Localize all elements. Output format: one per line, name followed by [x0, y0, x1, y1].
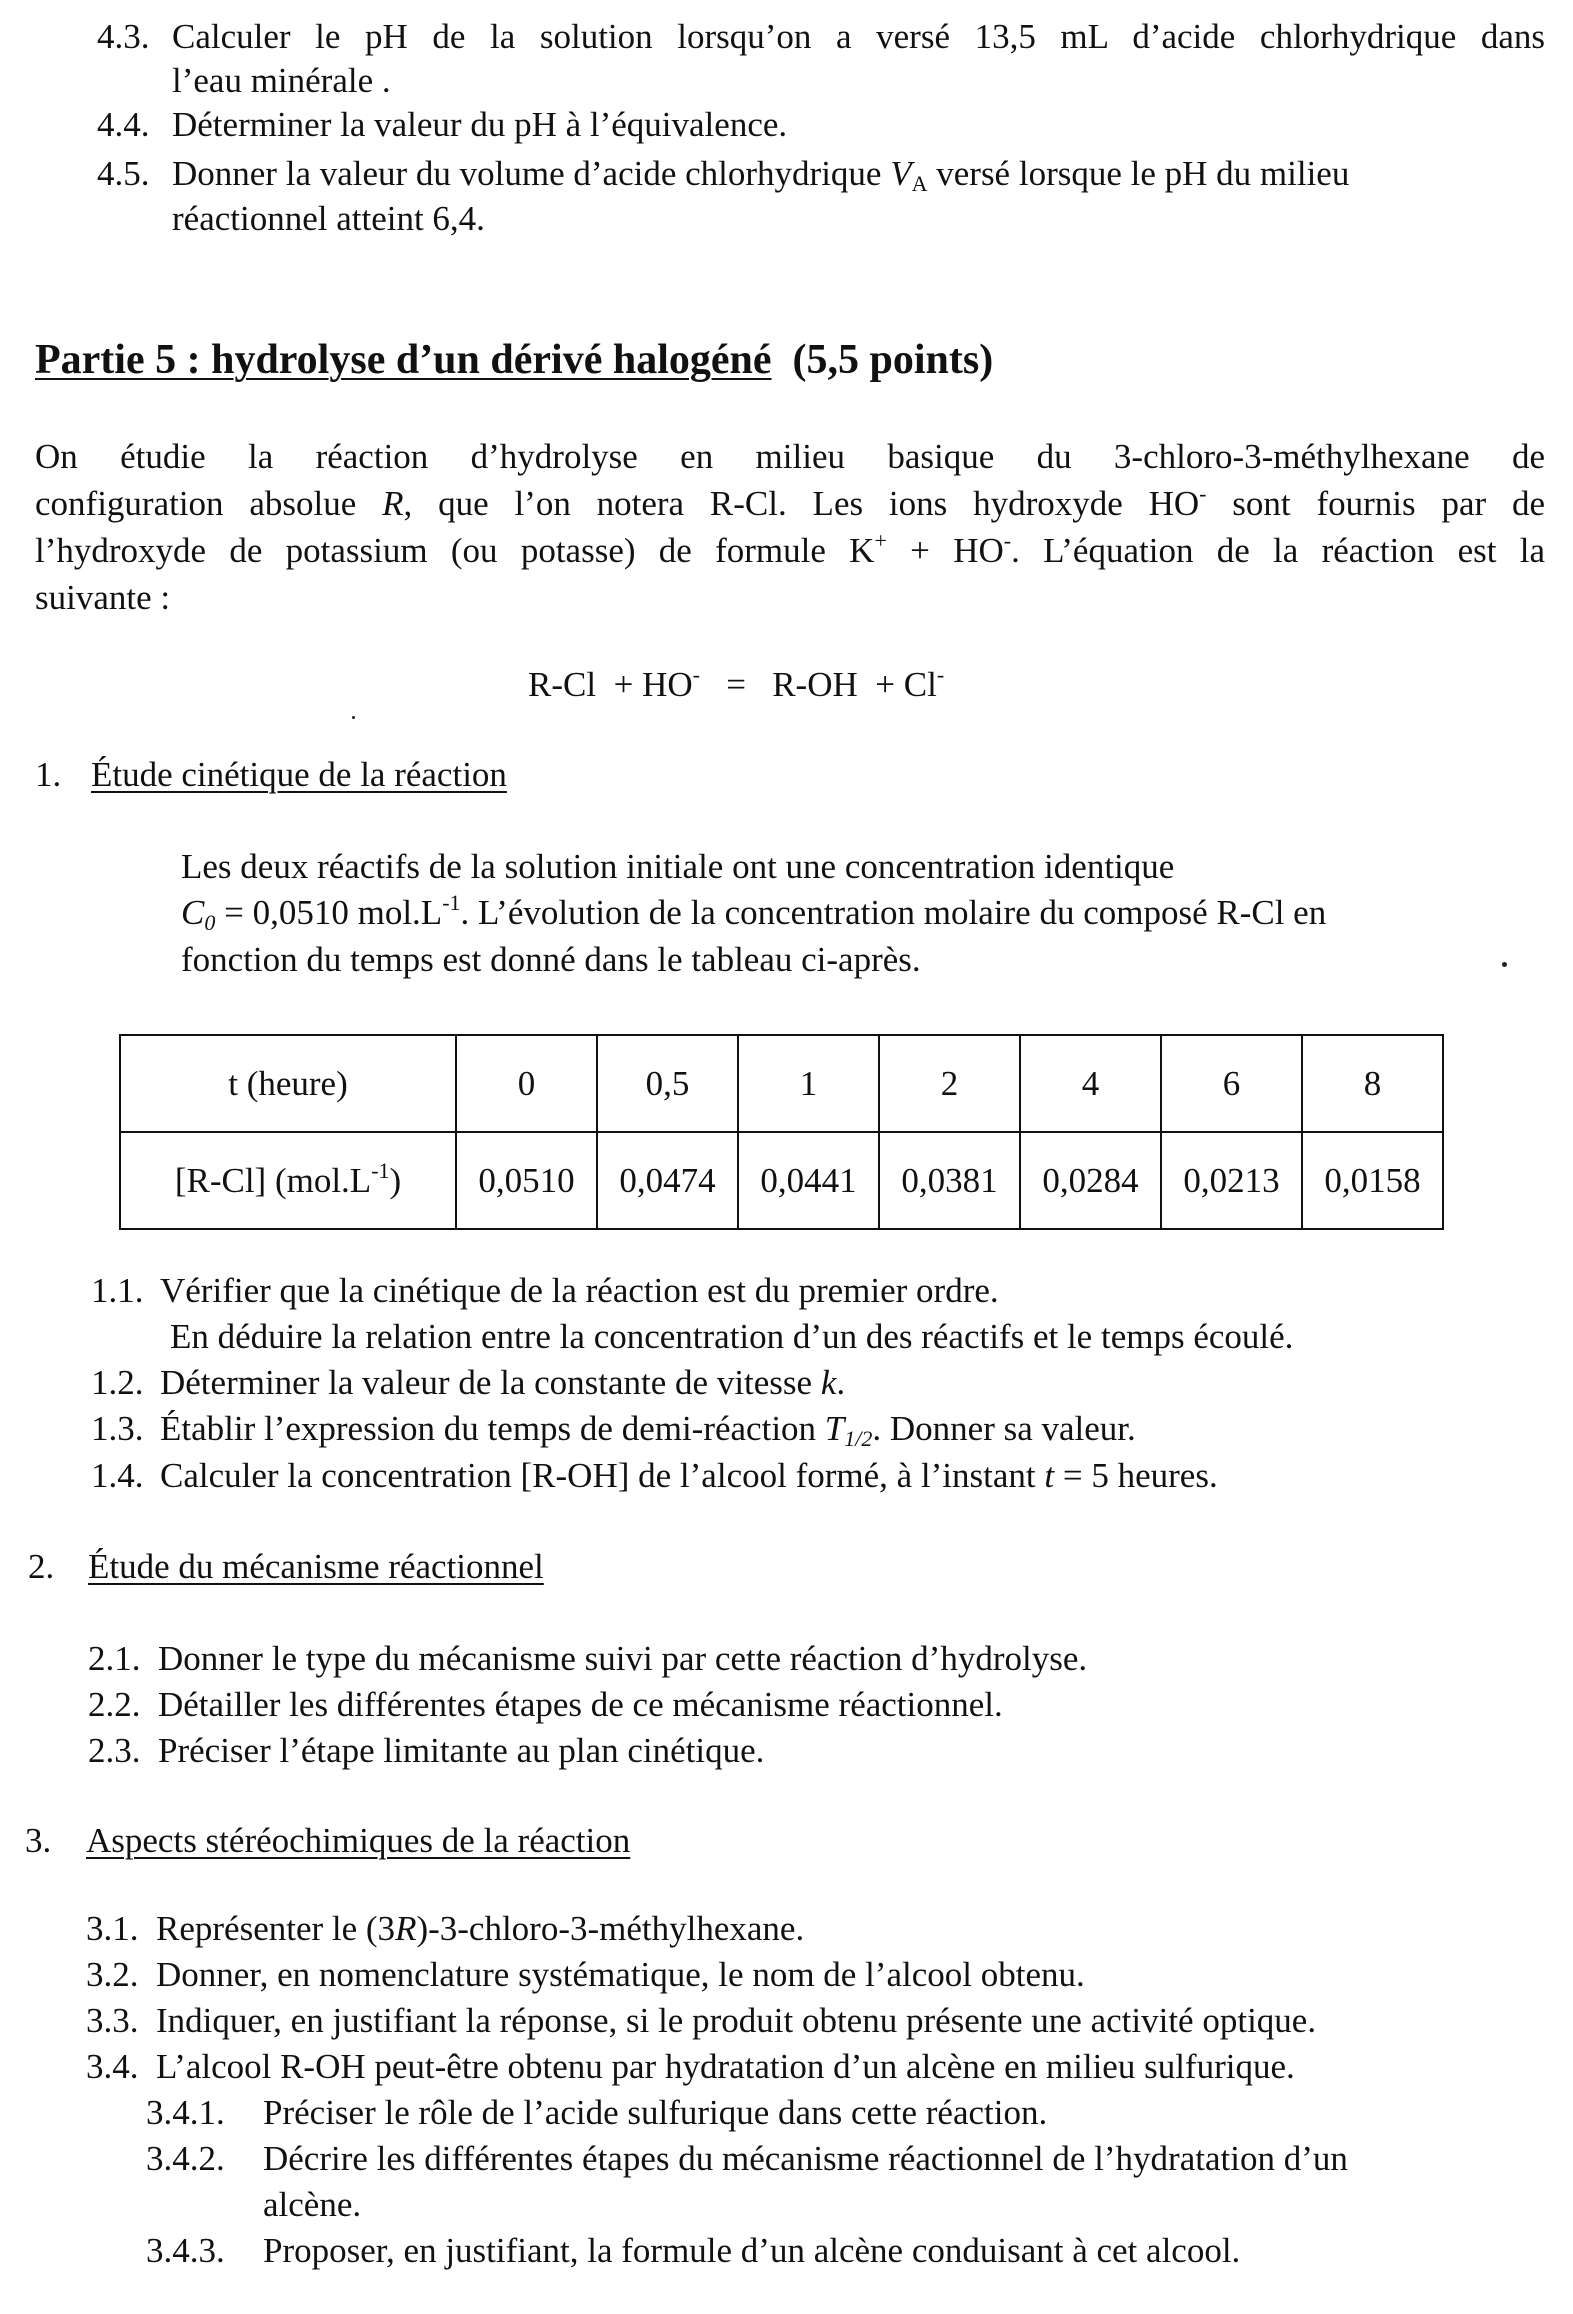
question-3-1-text: Représenter le (3R)-3-chloro-3-méthylhexane. — [156, 1909, 805, 1948]
table-cell-concentration: 0,0381 — [879, 1132, 1020, 1229]
question-2-3-text: Préciser l’étape limitante au plan cinétique. — [158, 1731, 765, 1770]
section-1-number: 1. — [35, 755, 62, 794]
table-cell-concentration: 0,0441 — [738, 1132, 879, 1229]
question-4-5-line1: Donner la valeur du volume d’acide chlorhydrique $V_A$ versé lorsque le pH du milieu — [172, 154, 1350, 196]
question-4-3-line2: l’eau minérale . — [172, 61, 391, 100]
question-4-5-number: 4.5. — [97, 154, 150, 193]
section-1-paragraph-line1: Les deux réactifs de la solution initiale ont une concentration identique — [181, 847, 1175, 886]
question-3-3-number: 3.3. — [86, 2001, 139, 2040]
question-3-4-number: 3.4. — [86, 2047, 139, 2086]
question-4-4-number: 4.4. — [97, 105, 150, 144]
question-2-3-number: 2.3. — [88, 1731, 141, 1770]
section-1-paragraph-line2: $C_0 = 0,0510$ $mol.L^{-1}$. L’évolution de la concentration molaire du composé R-Cl en — [181, 890, 1327, 935]
table-header-concentration: [R-Cl] $(mol.L^{-1})$ — [120, 1132, 456, 1229]
question-4-4-text: Déterminer la valeur du pH à l’équivalence. — [172, 105, 788, 144]
question-3-4-2-number: 3.4.2. — [146, 2139, 225, 2178]
question-2-2-number: 2.2. — [88, 1685, 141, 1724]
intro-line1: On étudie la réaction d’hydrolyse en milieu basique du 3-chloro-3-méthylhexane de — [35, 437, 1545, 476]
table-cell-concentration: 0,0510 — [456, 1132, 597, 1229]
question-3-4-3-text: Proposer, en justifiant, la formule d’un alcène conduisant à cet alcool. — [263, 2231, 1241, 2270]
question-3-4-1-text: Préciser le rôle de l’acide sulfurique dans cette réaction. — [263, 2093, 1048, 2132]
table-cell-concentration: 0,0213 — [1161, 1132, 1302, 1229]
table-cell-concentration: 0,0284 — [1020, 1132, 1161, 1229]
table-cell-time: 2 — [879, 1035, 1020, 1132]
section-1-paragraph-line3: fonction du temps est donné dans le tableau ci-après. — [181, 940, 921, 979]
section-1-title: Étude cinétique de la réaction — [91, 755, 507, 794]
table-cell-time: 0,5 — [597, 1035, 738, 1132]
section-2-number: 2. — [28, 1547, 55, 1586]
question-1-4-text: Calculer la concentration [R-OH] de l’alcool formé, à l’instant t = 5 heures. — [160, 1456, 1218, 1495]
table-cell-concentration: 0,0474 — [597, 1132, 738, 1229]
question-2-2-text: Détailler les différentes étapes de ce mécanisme réactionnel. — [158, 1685, 1003, 1724]
scan-speck — [352, 716, 355, 719]
question-3-4-text: L’alcool R-OH peut-être obtenu par hydratation d’un alcène en milieu sulfurique. — [156, 2047, 1295, 2086]
kinetics-table — [119, 1034, 1444, 1230]
intro-line3: l’hydroxyde de potassium (ou potasse) de formule K+ + HO-. L’équation de la réaction est la — [35, 528, 1545, 570]
table-row-concentration — [120, 1132, 1443, 1229]
intro-line4: suivante : — [35, 578, 171, 617]
table-cell-time: 1 — [738, 1035, 879, 1132]
reaction-equation: R-Cl + HO- = R-OH + Cl- — [528, 662, 945, 704]
question-4-3-number: 4.3. — [97, 17, 150, 56]
scan-speck — [1502, 962, 1507, 967]
question-1-1-number: 1.1. — [91, 1271, 144, 1310]
question-4-5-line2: réactionnel atteint 6,4. — [172, 199, 485, 238]
table-cell-concentration: 0,0158 — [1302, 1132, 1443, 1229]
question-2-1-number: 2.1. — [88, 1639, 141, 1678]
question-1-3-text: Établir l’expression du temps de demi-réaction $T_{1/2}$. Donner sa valeur. — [160, 1409, 1136, 1451]
section-2-title: Étude du mécanisme réactionnel — [88, 1547, 544, 1586]
table-cell-time: 8 — [1302, 1035, 1443, 1132]
table-cell-time: 6 — [1161, 1035, 1302, 1132]
question-4-3-line1: Calculer le pH de la solution lorsqu’on a versé 13,5 mL d’acide chlorhydrique dans — [172, 17, 1545, 56]
part-5-heading: Partie 5 : hydrolyse d’un dérivé halogéné — [35, 337, 772, 383]
question-1-1-line1: Vérifier que la cinétique de la réaction est du premier ordre. — [160, 1271, 999, 1310]
question-1-1-line2: En déduire la relation entre la concentration d’un des réactifs et le temps écoulé. — [170, 1317, 1294, 1356]
part-5-title — [35, 334, 993, 386]
question-3-2-text: Donner, en nomenclature systématique, le nom de l’alcool obtenu. — [156, 1955, 1085, 1994]
intro-line2: configuration absolue R, que l’on notera R-Cl. Les ions hydroxyde HO- sont fournis par de — [35, 481, 1545, 523]
question-2-1-text: Donner le type du mécanisme suivi par cette réaction d’hydrolyse. — [158, 1639, 1088, 1678]
table-cell-time: 0 — [456, 1035, 597, 1132]
section-3-title: Aspects stéréochimiques de la réaction — [86, 1821, 631, 1860]
question-1-4-number: 1.4. — [91, 1456, 144, 1495]
question-1-3-number: 1.3. — [91, 1409, 144, 1448]
table-header-time: t (heure) — [120, 1035, 456, 1132]
question-3-2-number: 3.2. — [86, 1955, 139, 1994]
question-1-2-number: 1.2. — [91, 1363, 144, 1402]
question-3-4-1-number: 3.4.1. — [146, 2093, 225, 2132]
section-3-number: 3. — [25, 1821, 52, 1860]
question-3-1-number: 3.1. — [86, 1909, 139, 1948]
part-5-points: (5,5 points) — [792, 337, 994, 383]
question-3-4-2-line2: alcène. — [263, 2185, 362, 2224]
question-3-3-text: Indiquer, en justifiant la réponse, si le produit obtenu présente une activité optique. — [156, 2001, 1317, 2040]
table-cell-time: 4 — [1020, 1035, 1161, 1132]
question-1-2-text: Déterminer la valeur de la constante de vitesse k. — [160, 1363, 846, 1402]
question-3-4-3-number: 3.4.3. — [146, 2231, 225, 2270]
table-row-time — [120, 1035, 1443, 1132]
question-3-4-2-line1: Décrire les différentes étapes du mécanisme réactionnel de l’hydratation d’un — [263, 2139, 1348, 2178]
